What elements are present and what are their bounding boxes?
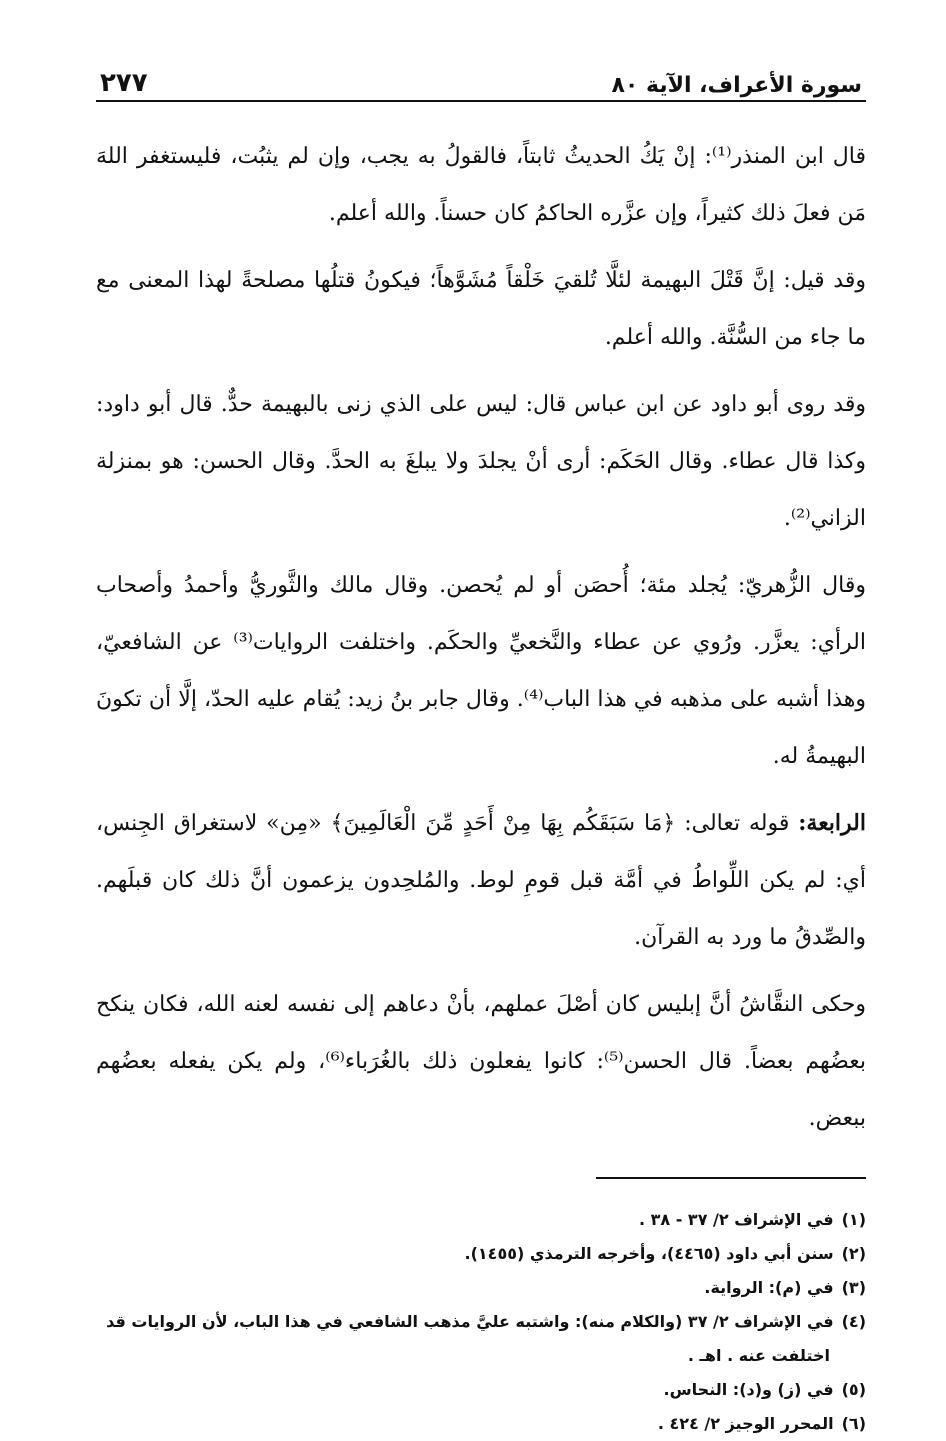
main-text: [96, 128, 866, 1147]
footnote-number: (١): [841, 1210, 866, 1229]
paragraph-text: قال ابن المنذر⁽¹⁾: إنْ يَكُ الحديثُ ثابتاً، فالقولُ به يجب، وإن لم يثبُت، فليستغفر اللهَ مَن فعلَ ذلك كثيراً، وإن عزَّره الحاكمُ كان حسناً. والله أعلم.: [96, 144, 867, 226]
paragraph-naqqash: [96, 970, 866, 1147]
footnote-6: [96, 1407, 866, 1441]
footnote-separator: [596, 1177, 866, 1179]
footnote-number: (٢): [841, 1244, 866, 1263]
footnote-1: [96, 1203, 866, 1237]
footnote-4: [96, 1305, 866, 1339]
footnote-number: (٤): [841, 1312, 866, 1331]
paragraph-lead: الرابعة:: [798, 810, 866, 836]
paragraph-fourth-issue: [96, 789, 866, 966]
footnote-3: [96, 1271, 866, 1305]
book-page: [96, 62, 867, 1433]
paragraph-text: وقد قيل: إنَّ قَتْلَ البهيمة لئلَّا تُلقيَ خَلْقاً مُشَوَّهاً؛ فيكونُ قتلُها مصلحةً لهذا المعنى مع ما جاء من السُّنَّة. والله أعلم.: [96, 268, 866, 350]
paragraph-killing-animal: [96, 246, 866, 366]
footnote-text: سنن أبي داود (٤٤٦٥)، وأخرجه الترمذي (١٤٥٥).: [464, 1244, 834, 1263]
paragraph-text: قوله تعالى: ﴿مَا سَبَقَكُم بِهَا مِنْ أَحَدٍ مِّنَ الْعَالَمِينَ﴾ «مِن» لاستغراق الجِنس، أي: لم يكن اللِّواطُ في أمَّة قبل قومِ لوط. والمُلحِدون يزعمون أنَّ ذلك كان قبلَهم. والصِّدقُ ما ورد به القرآن.: [96, 811, 866, 950]
footnote-text: في (م): الرواية.: [704, 1278, 834, 1297]
footnote-number: (٣): [841, 1278, 866, 1297]
footnote-number: (٦): [841, 1414, 866, 1433]
paragraph-text: وحكى النقَّاشُ أنَّ إبليس كان أصْلَ عملهم، بأنْ دعاهم إلى نفسه لعنه الله، فكان ينكح بعضُهم بعضاً. قال الحسن⁽⁵⁾: كانوا يفعلون ذلك بالغُرَباء⁽⁶⁾، ولم يكن يفعله بعضُهم ببعض.: [96, 992, 866, 1131]
footnote-5: [96, 1373, 866, 1407]
footnote-text: المحرر الوجيز ٢/ ٤٢٤ .: [657, 1414, 834, 1433]
paragraph-text: وقال الزُّهريّ: يُجلد مئة؛ أُحصَن أو لم يُحصن. وقال مالك والثَّوريُّ وأحمدُ وأصحاب الرأي: يعزَّر. ورُوي عن عطاء والنَّخعيِّ والحكَم. واختلفت الروايات⁽³⁾ عن الشافعيّ، وهذا أشبه على مذهبه في هذا الباب⁽⁴⁾. وقال جابر بنُ زيد: يُقام عليه الحدّ، إلَّا أن تكونَ البهيمةُ له.: [96, 573, 867, 769]
footnote-number: (٥): [841, 1380, 866, 1399]
footnote-2: [96, 1237, 866, 1271]
footnote-text: في الإشراف ٢/ ٣٧ (والكلام منه): واشتبه عليَّ مذهب الشافعي في هذا الباب، لأن الروايات قد: [106, 1312, 834, 1331]
paragraph-abu-dawud: [96, 370, 866, 547]
footnote-4-continuation: اختلفت عنه . اهـ .: [687, 1346, 830, 1365]
chapter-heading: سورة الأعراف، الآية ٨٠: [611, 73, 862, 98]
page-number: ٢٧٧: [100, 68, 148, 98]
footnotes: [96, 1203, 866, 1441]
footnote-text: في الإشراف ٢/ ٣٧ - ٣٨ .: [638, 1210, 834, 1229]
paragraph-ibn-almundhir: [96, 128, 866, 242]
running-header: [96, 62, 866, 102]
paragraph-text: وقد روى أبو داود عن ابن عباس قال: ليس على الذي زنى بالبهيمة حدٌّ. قال أبو داود: وكذا قال عطاء. وقال الحَكَم: أرى أنْ يجلدَ ولا يبلغَ به الحدَّ. وقال الحسن: هو بمنزلة الزاني⁽²⁾.: [96, 392, 866, 531]
paragraph-zuhri: [96, 551, 866, 785]
footnote-text: في (ز) و(د): النحاس.: [663, 1380, 834, 1399]
